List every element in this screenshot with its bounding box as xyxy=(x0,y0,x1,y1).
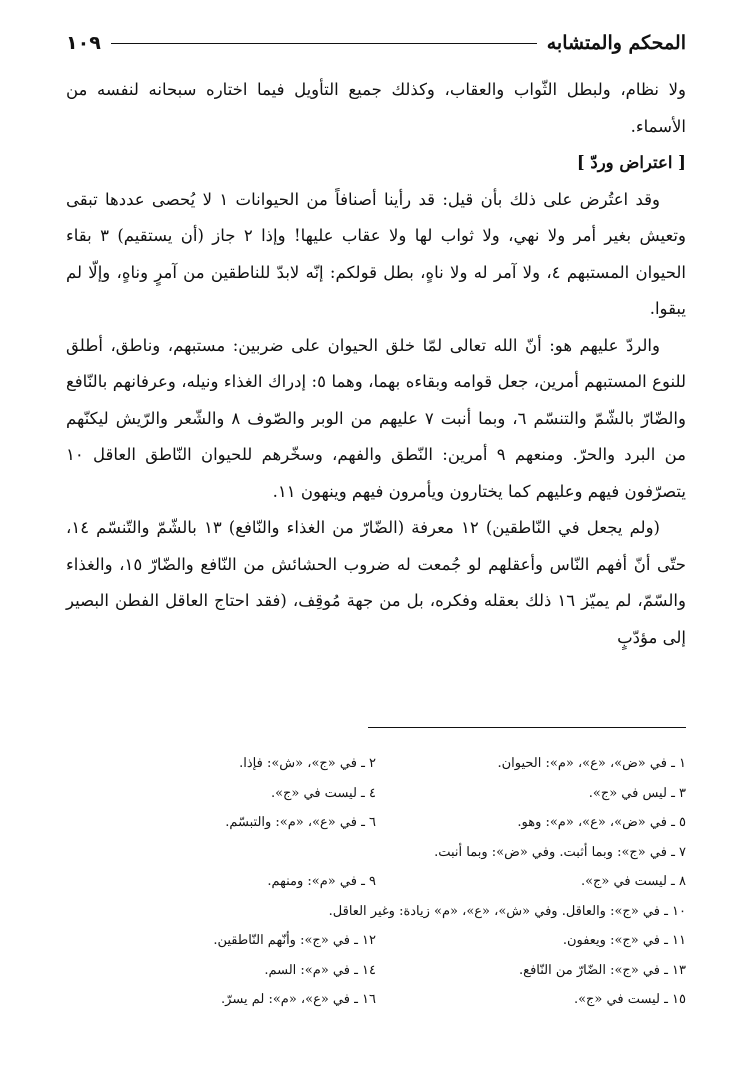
footnote: ١١ ـ في «ج»: ويعفون. xyxy=(562,933,686,948)
footnote: ١٤ ـ في «م»: السم. xyxy=(264,962,376,978)
footnote: ٨ ـ ليست في «ج». xyxy=(580,874,686,889)
main-text xyxy=(66,72,686,656)
footnote-row xyxy=(66,867,686,897)
footnote: ١٠ ـ في «ج»: والعاقل. وفي «ش»، «ع»، «م» زيادة: وغير العاقل. xyxy=(328,903,686,919)
paragraph-knowledge: (ولم يجعل في النّاطقين) ١٢ معرفة (الضّارّ من الغذاء والنّافع) ١٣ بالشّمّ والتّنسّم ١٤، حتّى أنّ أفهم النّاس وأعقلهم لو جُمعت له ضروب الحشائش من النّافع والضّارّ ١٥، والغذاء والسّمّ، لم يميّز ١٦ ذلك بعقله وفكره، بل من جهة مُوقِف، (فقد احتاج العاقل الفطن البصير إلى مؤدّبٍ xyxy=(66,518,686,647)
footnote: ١٥ ـ ليست في «ج». xyxy=(573,992,686,1007)
paragraph-reply: والردّ عليهم هو: أنّ الله تعالى لمّا خلق الحيوان على ضربين: مستبهم، وناطق، أطلق للنوع المستبهم أمرين، جعل قوامه وبقاءه بهما، وهما ٥: إدراك الغذاء ونيله، وعرفانهم بالنّافع والضّارّ بالشّمّ والتنسّم ٦، وبما أنبت ٧ عليهم من الوبر والصّوف ٨ والشّعر والرّيش ليكنّهم من البرد والحرّ. ومنعهم ٩ أمرين: النّطق والفهم، وسخّرهم للحيوان النّاطق العاقل ١٠ يتصرّفون فيهم وعليهم كما يختارون ويأمرون فيهم وينهون ١١. xyxy=(66,335,687,501)
footnote: ١٢ ـ في «ج»: وأنّهم النّاطقين. xyxy=(213,933,376,948)
running-header xyxy=(66,30,686,56)
footnote: ٤ ـ ليست في «ج». xyxy=(270,785,376,801)
paragraph-objection: وقد اعتُرض على ذلك بأن قيل: قد رأينا أصنافاً من الحيوانات ١ لا يُحصى عددها تبقى وتعيش بغير أمر ولا نهي، ولا ثواب لها ولا عقاب عليها! وإذا ٢ جاز (أن يستقيم) ٣ بقاء الحيوان المستبهم ٤، ولا آمر له ولا ناهٍ، بطل قولكم: إنّه لابدّ للناطقين من آمرٍ وناهٍ، وإلّا لم يبقوا. xyxy=(66,189,686,318)
header-rule xyxy=(111,43,537,44)
footnote-row xyxy=(66,956,686,986)
footnote: ٥ ـ في «ض»، «ع»، «م»: وهو. xyxy=(517,815,686,830)
footnote: ١٣ ـ في «ج»: الضّارّ من النّافع. xyxy=(519,962,686,978)
footnote-row xyxy=(66,985,686,1015)
running-title: المحكم والمتشابه xyxy=(546,32,686,54)
book-page xyxy=(66,30,687,1007)
footnote-separator xyxy=(368,727,686,728)
footnote-row xyxy=(66,779,686,809)
footnote: ٢ ـ في «ج»، «ش»: فإذا. xyxy=(239,756,376,771)
page-number: ١٠٩ xyxy=(66,32,101,54)
footnote-row xyxy=(66,808,686,838)
paragraph-continuation: ولا نظام، ولبطل الثّواب والعقاب، وكذلك جميع التأويل فيما اختاره سبحانه لنفسه من الأسماء. xyxy=(66,80,686,136)
footnote-row xyxy=(66,838,686,868)
footnote: ٦ ـ في «ع»، «م»: والتبسّم. xyxy=(225,815,376,830)
footnotes xyxy=(66,749,686,1015)
section-heading: [ اعتراض وردّ ] xyxy=(576,153,686,172)
footnote-row xyxy=(66,897,686,927)
footnote-row xyxy=(66,926,686,956)
footnote: ٩ ـ في «م»: ومنهم. xyxy=(267,874,376,889)
footnote: ١٦ ـ في «ع»، «م»: لم يسرّ. xyxy=(221,992,376,1007)
footnote: ٧ ـ في «ج»: وبما أثبت. وفي «ض»: وبما أنبت. xyxy=(434,844,686,860)
footnote-row xyxy=(66,749,686,779)
footnote: ١ ـ في «ض»، «ع»، «م»: الحيوان. xyxy=(497,756,686,771)
footnote: ٣ ـ ليس في «ج». xyxy=(588,785,686,801)
